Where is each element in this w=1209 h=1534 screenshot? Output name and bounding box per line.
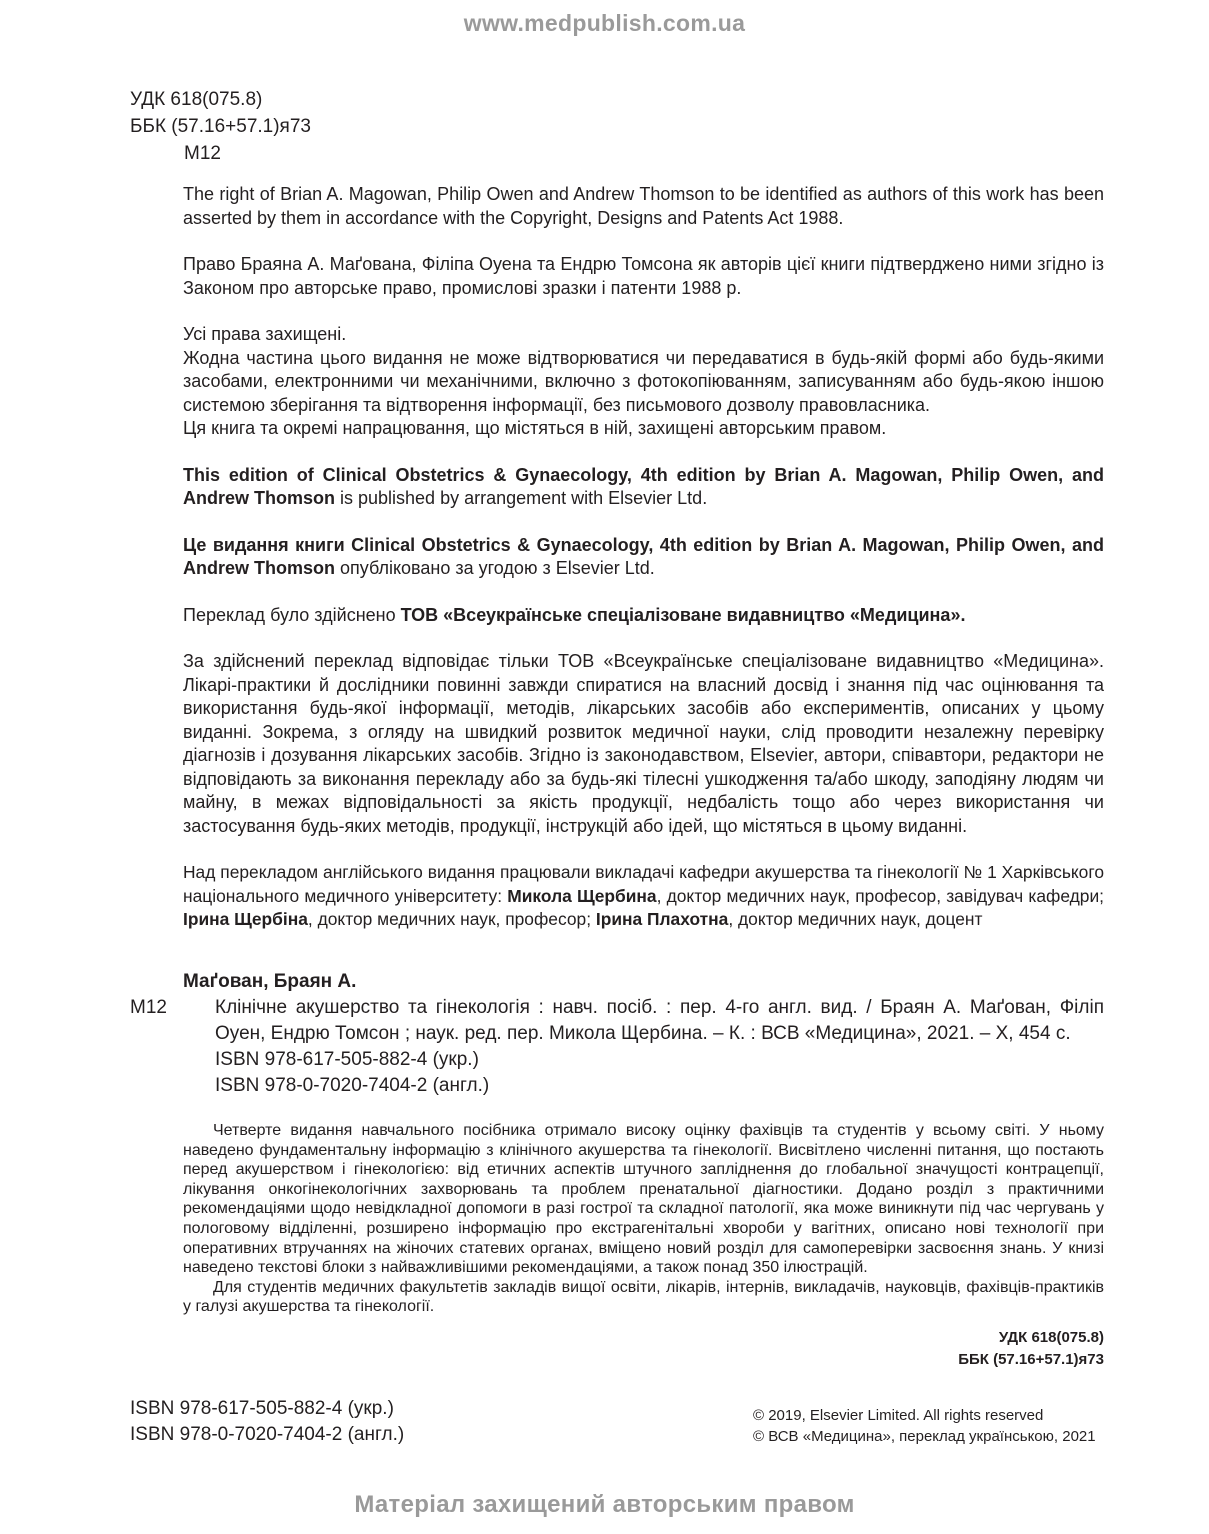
edition-title-en: This edition of Clinical Obstetrics & Gynaecology, 4th edition by Brian A. Magowan, Philip Owen, and Andrew Thomson <box>183 464 1104 508</box>
edition-notice-en <box>183 464 1104 511</box>
translation-notice <box>183 604 1104 628</box>
copyright-protection-notice: Ця книга та окремі напрацювання, що містяться в ній, захищені авторським правом. <box>183 418 887 438</box>
catalog-isbn-en: ISBN 978-0-7020-7404-2 (англ.) <box>215 1075 490 1096</box>
copyright-elsevier: © 2019, Elsevier Limited. All rights reserved <box>753 1407 1044 1424</box>
translators-notice <box>183 861 1104 932</box>
translator-name: Ірина Щербіна <box>183 909 308 929</box>
copyright-block <box>753 1405 1096 1447</box>
disclaimer: За здійснений переклад відповідає тільки ТОВ «Всеукраїнське спеціалізоване видавництво «Медицина». Лікарі-практики й дослідники повинні завжди спиратися на власний досвід і знання під час оцінювання та використання будь-якої інформації, методів, лікарських засобів або експериментів, описаних у цьому виданні. Зокрема, з огляду на швидкий розвиток медичної науки, слід проводити незалежну перевірку діагнозів і дозування лікарських засобів. Згідно із законодавством, Elsevier, автори, співавтори, редактори не відповідають за виконання перекладу або за будь-які тілесні ушкодження та/або шкоду, заподіяну людям чи майну, в межах відповідальності за якість продукції, недбалість тощо або через використання чи застосування будь-яких методів, продукції, інструкцій або ідей, що містяться в цьому виданні. <box>183 651 1104 836</box>
udc-code-right: УДК 618(075.8) <box>998 1329 1104 1346</box>
all-rights-reserved: Усі права захищені. <box>183 324 347 344</box>
catalog-author: Маґован, Браян А. <box>183 971 357 992</box>
classification-block <box>130 86 311 167</box>
udc-summary <box>958 1327 1104 1371</box>
annotation-audience: Для студентів медичних факультетів закладів вищої освіти, лікарів, інтернів, викладачів, науковців, фахівців-практиків у галузі акушерства та гінекології. <box>183 1278 1104 1316</box>
translator-title: , доктор медичних наук, професор; <box>307 909 596 929</box>
translation-publisher: ТОВ «Всеукраїнське спеціалізоване видавництво «Медицина». <box>400 604 966 625</box>
isbn-en: ISBN 978-0-7020-7404-2 (англ.) <box>130 1424 405 1445</box>
isbn-block <box>130 1396 404 1448</box>
catalog-description: Клінічне акушерство та гінекологія : навч. посіб. : пер. 4-го англ. вид. / Браян А. Маґован, Філіп Оуен, Ендрю Томсон ; наук. ред. пер. Микола Щербина. – К. : ВСВ «Медицина», 2021. – X, 454 с. <box>215 997 1104 1044</box>
watermark-protected: Матеріал захищений авторським правом <box>354 1491 855 1518</box>
edition-notice-uk <box>183 534 1104 581</box>
catalog-code: М12 <box>130 997 167 1018</box>
isbn-uk: ISBN 978-617-505-882-4 (укр.) <box>130 1398 394 1419</box>
translator-title: , доктор медичних наук, професор, завідувач кафедри; <box>656 885 1104 906</box>
watermark-url: www.medpublish.com.ua <box>463 10 746 36</box>
catalog-card <box>130 969 1104 1099</box>
translator-name: Ірина Плахотна <box>595 909 729 929</box>
rights-statement-uk: Право Браяна А. Маґована, Філіпа Оуена та Ендрю Томсона як авторів цієї книги підтверджено ними згідно із Законом про авторське право, промислові зразки і патенти 1988 р. <box>183 254 1104 298</box>
bbk-code-right: ББК (57.16+57.1)я73 <box>958 1351 1104 1368</box>
translation-prefix: Переклад було здійснено <box>183 604 401 625</box>
author-mark: М12 <box>184 143 221 164</box>
imprint-body <box>183 183 1104 932</box>
translator-name: Микола Щербина <box>507 885 657 906</box>
copyright-translation: © ВСВ «Медицина», переклад українською, 2021 <box>753 1428 1096 1445</box>
reproduction-notice: Жодна частина цього видання не може відтворюватися чи передаватися в будь-якій формі або будь-якими засобами, електронними чи механічними, включно з фотокопіюванням, записуванням або будь-якою іншою системою зберігання та відтворення інформації, без письмового дозволу правовласника. <box>183 347 1104 415</box>
bbk-code: ББК (57.16+57.1)я73 <box>130 116 311 137</box>
udc-code: УДК 618(075.8) <box>130 89 263 110</box>
rights-statement-en: The right of Brian A. Magowan, Philip Owen and Andrew Thomson to be identified as authors of this work has been asserted by them in accordance with the Copyright, Designs and Patents Act 1988. <box>183 184 1104 228</box>
edition-arrangement-uk: опубліковано за угодою з Elsevier Ltd. <box>335 558 655 578</box>
translators-intro: Над перекладом англійського видання працювали викладачі кафедри акушерства та гінекології № 1 Харківського національного медичного університету: <box>183 862 1104 906</box>
translator-title: , доктор медичних наук, доцент <box>728 909 983 929</box>
annotation-paragraph: Четверте видання навчального посібника отримало високу оцінку фахівців та студентів у всьому світі. У ньому наведено фундаментальну інформацію з клінічного акушерства та гінекології. Висвітлено численні питання, що постають перед акушерством і гінекологією: від етичних аспектів штучного запліднення до глобальної значущості контрацепції, лікування онкогінекологічних захворювань та проблем пренатальної діагностики. Додано розділ з практичними рекомендаціями щодо невідкладної допомоги в разі гострої та складної патології, яка може виникнути під час чергувань у пологовому відділенні, розширено інформацію про екстрагенітальні хвороби у вагітних, описано нові технології при оперативних втручаннях на жіночих статевих органах, вміщено новий розділ для самоперевірки засвоєння знань. У книзі наведено текстові блоки з найважливішими рекомендаціями, а також понад 350 ілюстрацій. <box>183 1122 1104 1277</box>
catalog-isbn-uk: ISBN 978-617-505-882-4 (укр.) <box>215 1049 479 1070</box>
annotation <box>183 1121 1104 1317</box>
edition-arrangement-en: is published by arrangement with Elsevier Ltd. <box>335 488 708 508</box>
edition-title-uk: Це видання книги Clinical Obstetrics & Gynaecology, 4th edition by Brian A. Magowan, Philip Owen, and Andrew Thomson <box>183 534 1104 578</box>
catalog-entry <box>130 995 1104 1047</box>
